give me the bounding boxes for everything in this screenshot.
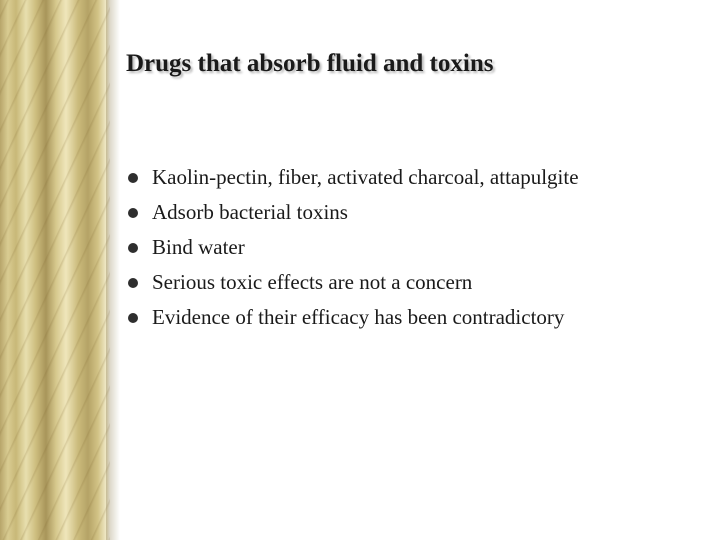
bullet-dot-icon: [128, 208, 138, 218]
decorative-side-band: [0, 0, 110, 540]
bullet-item: [128, 300, 579, 335]
bullet-item: [128, 230, 579, 265]
bullet-text: Bind water: [152, 235, 245, 259]
bullet-text: Serious toxic effects are not a concern: [152, 270, 473, 294]
bullet-dot-icon: [128, 313, 138, 323]
bullet-text: Evidence of their efficacy has been contradictory: [152, 305, 565, 329]
bullet-dot-icon: [128, 173, 138, 183]
bullet-text: Kaolin-pectin, fiber, activated charcoal, attapulgite: [152, 165, 579, 189]
slide-title: Drugs that absorb fluid and toxins: [126, 50, 494, 77]
bullet-dot-icon: [128, 278, 138, 288]
bullet-item: [128, 195, 579, 230]
bullet-item: [128, 160, 579, 195]
bullet-dot-icon: [128, 243, 138, 253]
bullet-item: [128, 265, 579, 300]
bullet-text: Adsorb bacterial toxins: [152, 200, 348, 224]
side-band-shadow: [106, 0, 120, 540]
bullet-list: [128, 160, 579, 335]
